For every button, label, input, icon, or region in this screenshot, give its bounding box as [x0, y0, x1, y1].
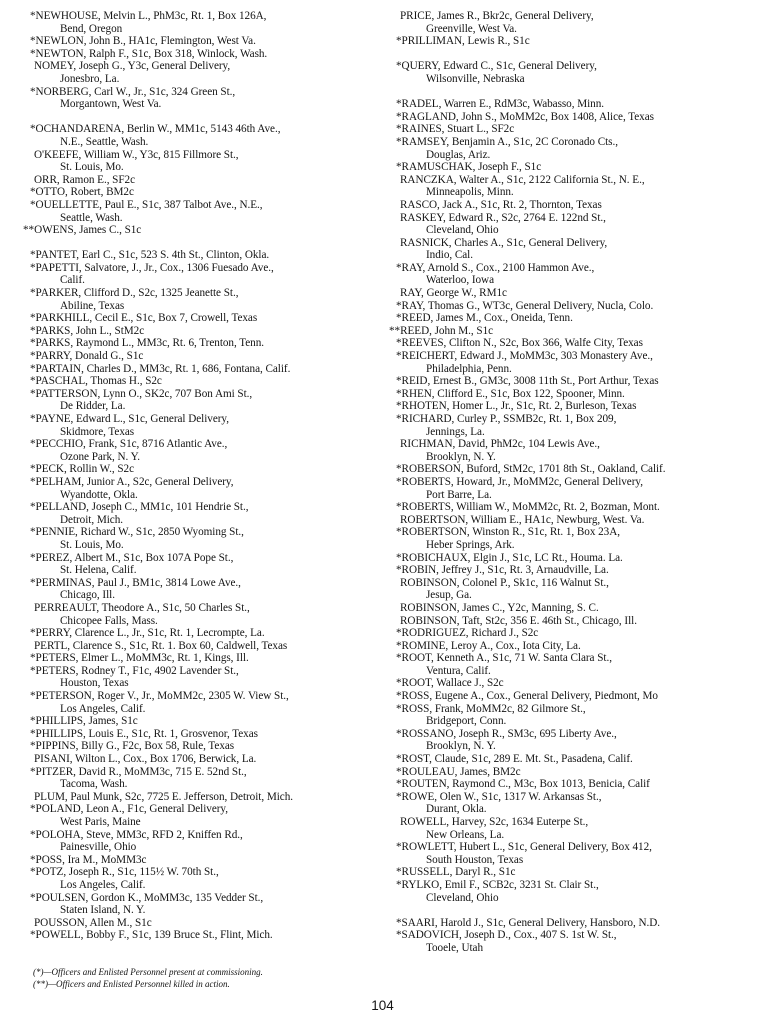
entry-name-line: *OUELLETTE, Paul E., S1c, 387 Talbot Ave., N.E., — [30, 198, 263, 211]
entry-address-line: Calif. — [60, 274, 85, 287]
roster-entry — [30, 186, 375, 199]
entry-address-line: St. Helena, Calif. — [60, 564, 137, 577]
roster-entry — [396, 262, 758, 287]
entry-name-line: *RHOTEN, Homer L., Jr., S1c, Rt. 2, Burleson, Texas — [396, 400, 637, 413]
entry-name-line: *RUSSELL, Daryl R., S1c — [396, 866, 516, 879]
roster-entry — [396, 929, 758, 954]
entry-name-line: **REED, John M., S1c — [389, 324, 494, 337]
entry-name-line: ROBINSON, James C., Y2c, Manning, S. C. — [400, 601, 599, 614]
entry-name-line: *ROBICHAUX, Elgin J., S1c, LC Rt., Houma. La. — [396, 551, 623, 564]
roster-entry — [30, 665, 375, 690]
roster-entry — [396, 627, 758, 640]
roster-entry — [30, 552, 375, 577]
roster-entry — [30, 86, 375, 111]
entry-name-line: *NEWHOUSE, Melvin L., PhM3c, Rt. 1, Box 126A, — [30, 10, 267, 22]
roster-entry — [396, 199, 758, 212]
roster-entry — [396, 35, 758, 48]
entry-name-line: *PETERS, Rodney T., F1c, 4902 Lavender St., — [30, 664, 239, 677]
roster-entry — [396, 841, 758, 866]
entry-name-line: *RHEN, Clifford E., S1c, Box 122, Spooner, Minn. — [396, 387, 625, 400]
entry-address-line: St. Louis, Mo. — [60, 161, 124, 174]
roster-entry — [396, 514, 758, 527]
entry-address-line: St. Louis, Mo. — [60, 538, 124, 551]
entry-address-line: Douglas, Ariz. — [426, 148, 491, 161]
entry-name-line: *PAPETTI, Salvatore, J., Jr., Cox., 1306 Fuesado Ave., — [30, 261, 274, 274]
entry-name-line: *RAY, Thomas G., WT3c, General Delivery, Nucla, Colo. — [396, 299, 654, 312]
roster-entry — [396, 463, 758, 476]
entry-name-line: *PAYNE, Edward L., S1c, General Delivery, — [30, 413, 229, 425]
entry-name-line: *PHILLIPS, Louis E., S1c, Rt. 1, Grosvenor, Texas — [30, 727, 258, 740]
entry-name-line: PISANI, Wilton L., Cox., Box 1706, Berwick, La. — [34, 753, 257, 766]
entry-address-line: Abiline, Texas — [60, 299, 125, 312]
roster-entry — [396, 98, 758, 111]
roster-entry — [30, 337, 375, 350]
roster-entry — [396, 816, 758, 841]
entry-name-line: *NEWLON, John B., HA1c, Flemington, West Va. — [30, 35, 256, 48]
entry-name-line: *ROST, Claude, S1c, 289 E. Mt. St., Pasadena, Calif. — [396, 753, 633, 766]
entry-name-line: *ROWLETT, Hubert L., S1c, General Delivery, Box 412, — [396, 841, 652, 854]
entry-name-line: *ROOT, Kenneth A., S1c, 71 W. Santa Clara St., — [396, 652, 612, 665]
entry-name-line: *ROSS, Frank, MoMM2c, 82 Gilmore St., — [396, 702, 586, 715]
entry-name-line: *POSS, Ira M., MoMM3c — [30, 853, 147, 866]
entry-address-line: Ozone Park, N. Y. — [60, 450, 140, 463]
roster-entry — [396, 753, 758, 766]
entry-address-line: Cleveland, Ohio — [426, 891, 499, 904]
roster-entry — [396, 552, 758, 565]
entry-address-line: Staten Island, N. Y. — [60, 904, 146, 917]
section-gap — [30, 237, 375, 250]
legend-commissioning: (*)—Officers and Enlisted Personnel present at commissioning. — [33, 967, 263, 977]
roster-entry — [30, 526, 375, 551]
entry-name-line: *REEVES, Clifton N., S2c, Box 366, Walfe City, Texas — [396, 337, 643, 350]
entry-name-line: PRICE, James R., Bkr2c, General Delivery, — [400, 10, 594, 22]
roster-entry — [396, 501, 758, 514]
roster-entry — [396, 615, 758, 628]
roster-entry — [30, 791, 375, 804]
roster-entry — [30, 753, 375, 766]
entry-address-line: Heber Springs, Ark. — [426, 538, 515, 551]
entry-address-line: Indio, Cal. — [426, 249, 473, 262]
entry-name-line: *PETERS, Elmer L., MoMM3c, Rt. 1, Kings, Ill. — [30, 652, 249, 665]
entry-name-line: *PARTAIN, Charles D., MM3c, Rt. 1, 686, Fontana, Calif. — [30, 362, 291, 375]
roster-entry — [396, 111, 758, 124]
entry-name-line: *QUERY, Edward C., S1c, General Delivery, — [396, 60, 597, 73]
entry-address-line: Chicago, Ill. — [60, 589, 115, 602]
roster-entry — [30, 728, 375, 741]
entry-name-line: *PELHAM, Junior A., S2c, General Delivery, — [30, 475, 234, 488]
entry-name-line: *PHILLIPS, James, S1c — [30, 715, 138, 728]
roster-entry — [396, 287, 758, 300]
entry-name-line: RASNICK, Charles A., S1c, General Delivery, — [400, 236, 608, 249]
entry-address-line: New Orleans, La. — [426, 828, 505, 841]
roster-entry — [396, 577, 758, 602]
entry-name-line: *POULSEN, Gordon K., MoMM3c, 135 Vedder St., — [30, 891, 264, 904]
entry-name-line: *NORBERG, Carl W., Jr., S1c, 324 Green St., — [30, 85, 236, 98]
entry-name-line: *RODRIGUEZ, Richard J., S2c — [396, 627, 539, 640]
roster-entry — [30, 388, 375, 413]
roster-entry — [396, 652, 758, 677]
roster-entry — [30, 363, 375, 376]
entry-name-line: *POLAND, Leon A., F1c, General Delivery, — [30, 803, 228, 816]
entry-address-line: Brooklyn, N. Y. — [426, 450, 496, 463]
roster-entry — [389, 324, 758, 338]
entry-address-line: Philadelphia, Penn. — [426, 362, 512, 375]
roster-entry — [23, 224, 375, 237]
entry-address-line: Greenville, West Va. — [426, 22, 517, 35]
legend-killed-in-action: (**)—Officers and Enlisted Personnel killed in action. — [33, 979, 230, 989]
roster-entry — [30, 199, 375, 224]
roster-entry — [396, 161, 758, 174]
roster-entry — [30, 48, 375, 61]
entry-name-line: *PERRY, Clarence L., Jr., S1c, Rt. 1, Lecrompte, La. — [30, 627, 265, 640]
roster-entry — [30, 325, 375, 338]
entry-name-line: RAY, George W., RM1c — [400, 287, 507, 300]
entry-name-line: *REICHERT, Edward J., MoMM3c, 303 Monastery Ave., — [396, 350, 653, 363]
entry-address-line: Port Barre, La. — [426, 488, 492, 501]
entry-name-line: *POTZ, Joseph R., S1c, 115½ W. 70th St., — [30, 866, 219, 879]
entry-name-line: *PECCHIO, Frank, S1c, 8716 Atlantic Ave., — [30, 438, 228, 451]
roster-entry — [30, 690, 375, 715]
entry-name-line: ROBINSON, Taft, St2c, 356 E. 46th St., Chicago, Ill. — [400, 614, 637, 627]
entry-name-line: *PARKS, Raymond L., MM3c, Rt. 6, Trenton, Tenn. — [30, 337, 265, 350]
entry-address-line: N.E., Seattle, Wash. — [60, 135, 149, 148]
page-number: 104 — [371, 998, 394, 1013]
entry-name-line: *PANTET, Earl C., S1c, 523 S. 4th St., Clinton, Okla. — [30, 249, 270, 262]
roster-entry — [30, 715, 375, 728]
entry-name-line: PLUM, Paul Munk, S2c, 7725 E. Jefferson, Detroit, Mich. — [34, 790, 293, 803]
roster-entry — [396, 60, 758, 85]
entry-name-line: *PECK, Rollin W., S2c — [30, 463, 135, 476]
roster-entry — [30, 413, 375, 438]
entry-address-line: Morgantown, West Va. — [60, 98, 162, 111]
entry-name-line: *RAGLAND, John S., MoMM2c, Box 1408, Alice, Texas — [396, 110, 654, 123]
roster-entry — [30, 476, 375, 501]
entry-name-line: ROBINSON, Colonel P., Sk1c, 116 Walnut St., — [400, 576, 609, 589]
roster-entry — [30, 640, 375, 653]
entry-name-line: *ROSS, Eugene A., Cox., General Delivery, Piedmont, Mo — [396, 690, 658, 703]
entry-name-line: ORR, Ramon E., SF2c — [34, 173, 135, 186]
entry-address-line: Bridgeport, Conn. — [426, 715, 507, 728]
entry-name-line: PERREAULT, Theodore A., S1c, 50 Charles St., — [34, 601, 250, 614]
entry-name-line: *RAY, Arnold S., Cox., 2100 Hammon Ave., — [396, 261, 595, 274]
roster-entry — [30, 287, 375, 312]
entry-address-line: Jonesbro, La. — [60, 72, 120, 85]
roster-entry — [30, 350, 375, 363]
roster-entry — [30, 740, 375, 753]
section-gap — [396, 904, 758, 917]
section-gap — [396, 48, 758, 61]
entry-name-line: *ROSSANO, Joseph R., SM3c, 695 Liberty Ave., — [396, 727, 617, 740]
entry-name-line: *PERMINAS, Paul J., BM1c, 3814 Lowe Ave., — [30, 576, 241, 589]
entry-address-line: Minneapolis, Minn. — [426, 186, 514, 199]
entry-name-line: *ROBIN, Jeffrey J., S1c, Rt. 3, Arnaudville, La. — [396, 564, 609, 577]
entry-name-line: RASCO, Jack A., S1c, Rt. 2, Thornton, Texas — [400, 198, 602, 211]
entry-name-line: *ROBERTS, Howard, Jr., MoMM2c, General Delivery, — [396, 475, 643, 488]
entry-name-line: *PEREZ, Albert M., S1c, Box 107A Pope St., — [30, 551, 234, 564]
roster-entry — [30, 854, 375, 867]
entry-name-line: *RAMUSCHAK, Joseph F., S1c — [396, 161, 542, 174]
roster-entry — [30, 123, 375, 148]
legend — [33, 966, 263, 990]
roster-entry — [30, 149, 375, 174]
entry-name-line: PERTL, Clarence S., S1c, Rt. 1. Box 60, Caldwell, Texas — [34, 639, 288, 652]
roster-entry — [30, 60, 375, 85]
roster-entry — [30, 803, 375, 828]
roster-entry — [30, 35, 375, 48]
entry-name-line: *OCHANDARENA, Berlin W., MM1c, 5143 46th Ave., — [30, 123, 281, 136]
roster-entry — [30, 627, 375, 640]
entry-name-line: RICHMAN, David, PhM2c, 104 Lewis Ave., — [400, 438, 600, 451]
roster-entry — [396, 174, 758, 199]
roster-entry — [396, 703, 758, 728]
entry-name-line: *ROBERTS, William W., MoMM2c, Rt. 2, Bozman, Mont. — [396, 501, 660, 514]
roster-entry — [396, 237, 758, 262]
entry-name-line: *PELLAND, Joseph C., MM1c, 101 Hendrie St., — [30, 501, 249, 514]
entry-name-line: POUSSON, Allen M., S1c — [34, 916, 152, 929]
roster-entry — [396, 879, 758, 904]
entry-name-line: *RADEL, Warren E., RdM3c, Wabasso, Minn. — [396, 98, 605, 111]
roster-entry — [396, 312, 758, 325]
roster-entry — [396, 728, 758, 753]
entry-address-line: Skidmore, Texas — [60, 425, 135, 438]
roster-entry — [30, 375, 375, 388]
entry-address-line: Chicopee Falls, Mass. — [60, 614, 158, 627]
roster-entry — [396, 136, 758, 161]
roster-entry — [30, 602, 375, 627]
entry-name-line: *PRILLIMAN, Lewis R., S1c — [396, 35, 530, 48]
entry-name-line: *NEWTON, Ralph F., S1c, Box 318, Winlock, Wash. — [30, 47, 268, 60]
roster-entry — [396, 866, 758, 879]
entry-address-line: Cleveland, Ohio — [426, 224, 499, 237]
entry-address-line: De Ridder, La. — [60, 400, 126, 413]
roster-entry — [396, 350, 758, 375]
entry-address-line: Detroit, Mich. — [60, 513, 123, 526]
entry-address-line: Painesville, Ohio — [60, 841, 137, 854]
roster-entry — [396, 413, 758, 438]
roster-entry — [396, 526, 758, 551]
section-gap — [396, 86, 758, 99]
entry-name-line: *ROUTEN, Raymond C., M3c, Box 1013, Benicia, Calif — [396, 778, 650, 791]
entry-name-line: *ROBERTSON, Winston R., S1c, Rt. 1, Box 23A, — [396, 526, 620, 539]
entry-name-line: *ROWE, Olen W., S1c, 1317 W. Arkansas St., — [396, 790, 602, 803]
roster-entry — [396, 677, 758, 690]
entry-name-line: *PARKER, Clifford D., S2c, 1325 Jeanette St., — [30, 287, 239, 300]
roster-entry — [30, 262, 375, 287]
entry-address-line: Brooklyn, N. Y. — [426, 740, 496, 753]
entry-name-line: *REED, James M., Cox., Oneida, Tenn. — [396, 312, 573, 325]
entry-name-line: *RICHARD, Curley P., SSMB2c, Rt. 1, Box 209, — [396, 413, 617, 425]
roster-entry — [30, 866, 375, 891]
roster-entry — [396, 337, 758, 350]
roster-entry — [30, 829, 375, 854]
entry-address-line: South Houston, Texas — [426, 853, 524, 866]
entry-name-line: RANCZKA, Walter A., S1c, 2122 California St., N. E., — [400, 173, 645, 186]
roster-entry — [396, 640, 758, 653]
roster-entry — [396, 10, 758, 35]
entry-name-line: *ROMINE, Leroy A., Cox., Iota City, La. — [396, 639, 581, 652]
entry-name-line: **OWENS, James C., S1c — [23, 224, 142, 237]
entry-name-line: *PETERSON, Roger V., Jr., MoMM2c, 2305 W. View St., — [30, 690, 289, 703]
entry-name-line: *SAARI, Harold J., S1c, General Delivery, Hansboro, N.D. — [396, 916, 660, 929]
entry-name-line: O'KEEFE, William W., Y3c, 815 Fillmore St., — [34, 148, 239, 161]
roster-entry — [396, 917, 758, 930]
left-column — [23, 10, 375, 942]
entry-name-line: *ROOT, Wallace J., S2c — [396, 677, 504, 690]
entry-name-line: *PARRY, Donald G., S1c — [30, 350, 144, 363]
entry-name-line: ROBERTSON, William E., HA1c, Newburg, West. Va. — [400, 513, 645, 526]
roster-entry — [30, 577, 375, 602]
entry-address-line: Jesup, Ga. — [426, 589, 472, 602]
roster-entry — [396, 375, 758, 388]
roster-entry — [396, 123, 758, 136]
entry-name-line: *POLOHA, Steve, MM3c, RFD 2, Kniffen Rd., — [30, 828, 243, 841]
entry-address-line: Tooele, Utah — [426, 941, 484, 954]
entry-address-line: West Paris, Maine — [60, 816, 141, 828]
entry-name-line: *OTTO, Robert, BM2c — [30, 186, 134, 199]
entry-name-line: *ROULEAU, James, BM2c — [396, 765, 521, 778]
roster-entry — [30, 463, 375, 476]
roster-entry — [396, 602, 758, 615]
entry-name-line: *SADOVICH, Joseph D., Cox., 407 S. 1st W. St., — [396, 929, 617, 942]
roster-entry — [30, 929, 375, 942]
entry-name-line: NOMEY, Joseph G., Y3c, General Delivery, — [34, 60, 231, 73]
entry-name-line: *RAINES, Stuart L., SF2c — [396, 123, 515, 136]
entry-name-line: *ROBERSON, Buford, StM2c, 1701 8th St., Oakland, Calif. — [396, 463, 666, 476]
roster-entry — [396, 400, 758, 413]
entry-name-line: RASKEY, Edward R., S2c, 2764 E. 122nd St., — [400, 211, 606, 224]
entry-address-line: Bend, Oregon — [60, 22, 123, 35]
entry-name-line: *RYLKO, Emil F., SCB2c, 3231 St. Clair St., — [396, 878, 599, 891]
roster-entry — [396, 690, 758, 703]
roster-entry — [30, 10, 375, 35]
entry-address-line: Los Angeles, Calif. — [60, 702, 146, 715]
roster-entry — [396, 300, 758, 313]
roster-entry — [396, 438, 758, 463]
roster-entry — [396, 388, 758, 401]
entry-name-line: *PENNIE, Richard W., S1c, 2850 Wyoming St., — [30, 526, 244, 539]
roster-entry — [30, 501, 375, 526]
roster-entry — [30, 892, 375, 917]
entry-address-line: Durant, Okla. — [426, 803, 487, 816]
entry-address-line: Seattle, Wash. — [60, 211, 123, 224]
roster-entry — [396, 791, 758, 816]
entry-name-line: *POWELL, Bobby F., S1c, 139 Bruce St., Flint, Mich. — [30, 929, 273, 942]
roster-entry — [30, 766, 375, 791]
roster-entry — [30, 312, 375, 325]
roster-entry — [396, 212, 758, 237]
entry-name-line: *PITZER, David R., MoMM3c, 715 E. 52nd St., — [30, 765, 247, 778]
entry-name-line: *PIPPINS, Billy G., F2c, Box 58, Rule, Texas — [30, 740, 235, 753]
entry-name-line: *RAMSEY, Benjamin A., S1c, 2C Coronado Cts., — [396, 135, 618, 148]
roster-entry — [30, 174, 375, 187]
entry-name-line: *REID, Ernest B., GM3c, 3008 11th St., Port Arthur, Texas — [396, 375, 659, 388]
entry-name-line: ROWELL, Harvey, S2c, 1634 Euterpe St., — [400, 816, 589, 828]
entry-name-line: *PATTERSON, Lynn O., SK2c, 707 Bon Ami St., — [30, 387, 253, 400]
roster-entry — [396, 766, 758, 779]
entry-address-line: Wyandotte, Okla. — [60, 488, 138, 501]
roster-entry — [396, 476, 758, 501]
entry-address-line: Ventura, Calif. — [426, 664, 491, 677]
entry-address-line: Waterloo, Iowa — [426, 274, 494, 287]
entry-address-line: Jennings, La. — [426, 425, 485, 438]
entry-name-line: *PASCHAL, Thomas H., S2c — [30, 375, 162, 388]
roster-entry — [30, 438, 375, 463]
roster-entry — [396, 564, 758, 577]
right-column — [389, 10, 758, 955]
roster-entry — [30, 249, 375, 262]
entry-name-line: *PARKHILL, Cecil E., S1c, Box 7, Crowell, Texas — [30, 312, 258, 325]
entry-address-line: Tacoma, Wash. — [60, 778, 128, 791]
section-gap — [30, 111, 375, 124]
entry-address-line: Houston, Texas — [60, 677, 129, 690]
entry-address-line: Wilsonville, Nebraska — [426, 72, 525, 85]
roster-entry — [30, 917, 375, 930]
entry-address-line: Los Angeles, Calif. — [60, 878, 146, 891]
roster-entry — [30, 652, 375, 665]
roster-entry — [396, 778, 758, 791]
entry-name-line: *PARKS, John L., StM2c — [30, 324, 145, 337]
